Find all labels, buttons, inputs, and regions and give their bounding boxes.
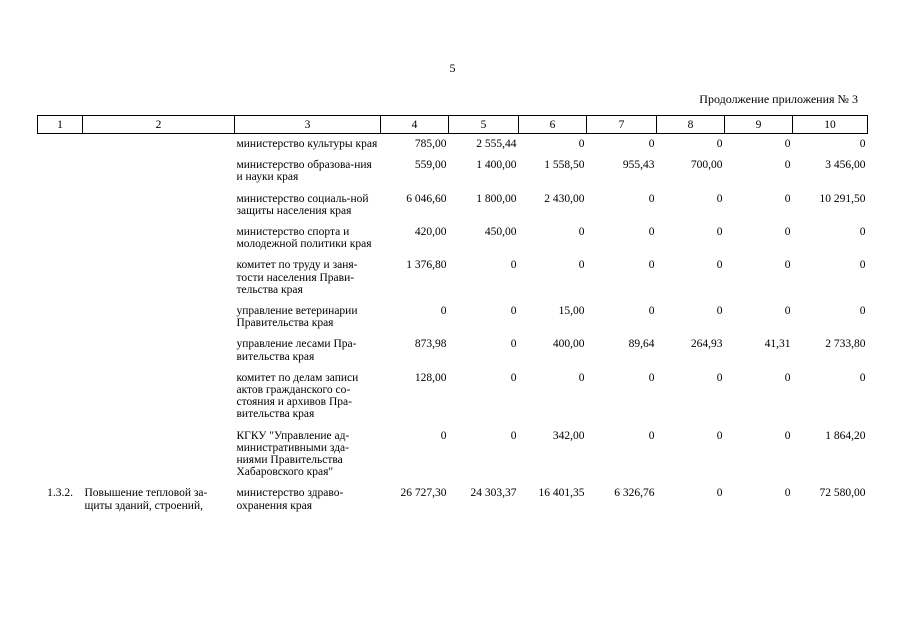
item-name-cell <box>83 226 235 259</box>
executor-cell: управление ветеринарии Правительства края <box>236 305 358 330</box>
column-header: 3 <box>235 116 381 134</box>
item-name-cell <box>83 259 235 305</box>
table-row <box>38 487 868 520</box>
value-cell: 450,00 <box>484 226 517 239</box>
value-cell: 700,00 <box>690 159 723 172</box>
executor-cell: управление лесами Пра-вительства края <box>236 338 357 363</box>
value-cell: 0 <box>648 305 655 318</box>
value-cell: 41,31 <box>764 338 791 351</box>
value-cell: 72 580,00 <box>819 487 866 500</box>
column-header: 5 <box>449 116 519 134</box>
item-name-cell <box>83 430 235 488</box>
table-row <box>38 338 868 371</box>
value-cell: 955,43 <box>622 159 655 172</box>
value-cell: 128,00 <box>414 371 447 384</box>
item-name-cell <box>83 138 235 159</box>
appendix-continuation-label: Продолжение приложения № 3 <box>699 92 858 106</box>
value-cell: 0 <box>859 138 866 150</box>
item-code-cell <box>38 305 83 338</box>
value-cell: 0 <box>784 226 791 239</box>
value-cell: 24 303,37 <box>470 487 517 500</box>
value-cell: 873,98 <box>414 338 447 351</box>
item-code-cell <box>38 193 83 226</box>
column-header: 9 <box>725 116 793 134</box>
value-cell: 0 <box>784 429 791 442</box>
value-cell: 0 <box>510 305 517 318</box>
table-row <box>38 193 868 226</box>
value-cell: 3 456,00 <box>825 159 866 172</box>
value-cell: 559,00 <box>414 159 447 172</box>
value-cell: 0 <box>510 371 517 384</box>
item-code-cell <box>38 226 83 259</box>
item-code-cell: 1.3.2. <box>47 487 73 500</box>
column-header: 7 <box>587 116 657 134</box>
item-name-cell: Повышение тепловой за-щиты зданий, строений, <box>84 487 208 512</box>
value-cell: 0 <box>716 487 723 500</box>
value-cell: 0 <box>859 226 866 239</box>
value-cell: 15,00 <box>558 305 585 318</box>
value-cell: 1 800,00 <box>476 192 517 205</box>
table-row <box>38 138 868 159</box>
value-cell: 10 291,50 <box>819 192 866 205</box>
value-cell: 0 <box>784 371 791 384</box>
value-cell: 0 <box>859 259 866 272</box>
value-cell: 0 <box>716 371 723 384</box>
value-cell: 0 <box>510 259 517 272</box>
value-cell: 0 <box>578 371 585 384</box>
value-cell: 89,64 <box>628 338 655 351</box>
executor-cell: министерство социаль-ной защиты населения края <box>236 192 369 217</box>
value-cell: 0 <box>510 338 517 351</box>
item-name-cell <box>83 159 235 192</box>
item-code-cell <box>38 159 83 192</box>
value-cell: 6 046,60 <box>406 192 447 205</box>
value-cell: 342,00 <box>552 429 585 442</box>
value-cell: 0 <box>578 259 585 272</box>
table-row <box>38 259 868 305</box>
column-header: 1 <box>38 116 83 134</box>
value-cell: 0 <box>578 138 585 150</box>
item-name-cell <box>83 338 235 371</box>
value-cell: 0 <box>859 305 866 318</box>
value-cell: 0 <box>440 305 447 318</box>
value-cell: 0 <box>648 429 655 442</box>
value-cell: 0 <box>784 259 791 272</box>
table-row <box>38 430 868 488</box>
value-cell: 785,00 <box>414 138 447 150</box>
table-row <box>38 159 868 192</box>
executor-cell: КГКУ "Управление ад-министративными зда-ниями Правительства Хабаровского края" <box>236 429 350 479</box>
value-cell: 6 326,76 <box>614 487 655 500</box>
executor-cell: комитет по труду и заня-тости населения Прави-тельства края <box>236 259 358 296</box>
value-cell: 16 401,35 <box>538 487 585 500</box>
value-cell: 0 <box>859 371 866 384</box>
executor-cell: министерство культуры края <box>236 138 378 150</box>
table-row <box>38 226 868 259</box>
value-cell: 1 558,50 <box>544 159 585 172</box>
value-cell: 400,00 <box>552 338 585 351</box>
value-cell: 1 376,80 <box>406 259 447 272</box>
value-cell: 0 <box>784 159 791 172</box>
value-cell: 0 <box>784 192 791 205</box>
item-code-cell <box>38 372 83 430</box>
value-cell: 0 <box>578 226 585 239</box>
table-row <box>38 305 868 338</box>
value-cell: 0 <box>648 371 655 384</box>
value-cell: 1 400,00 <box>476 159 517 172</box>
value-cell: 0 <box>648 259 655 272</box>
value-cell: 420,00 <box>414 226 447 239</box>
value-cell: 26 727,30 <box>400 487 447 500</box>
page-number: 5 <box>449 61 456 75</box>
column-number-row <box>38 116 868 134</box>
column-header: 10 <box>793 116 868 134</box>
value-cell: 2 733,80 <box>825 338 866 351</box>
value-cell: 0 <box>648 192 655 205</box>
value-cell: 0 <box>784 305 791 318</box>
executor-cell: министерство образова-ния и науки края <box>236 159 372 184</box>
executor-cell: министерство здраво-охранения края <box>236 487 344 512</box>
executor-cell: комитет по делам записи актов гражданского со-стояния и архивов Пра-вительства края <box>236 371 359 421</box>
value-cell: 0 <box>784 487 791 500</box>
item-name-cell <box>83 193 235 226</box>
value-cell: 0 <box>716 259 723 272</box>
value-cell: 1 864,20 <box>825 429 866 442</box>
item-code-cell <box>38 338 83 371</box>
value-cell: 0 <box>716 305 723 318</box>
executor-cell: министерство спорта и молодежной политики края <box>236 226 372 251</box>
value-cell: 0 <box>784 138 791 150</box>
item-name-cell <box>83 305 235 338</box>
item-code-cell <box>38 259 83 305</box>
value-cell: 2 555,44 <box>476 138 517 150</box>
appendix-table <box>37 115 868 521</box>
table-row <box>38 372 868 430</box>
value-cell: 0 <box>716 192 723 205</box>
value-cell: 264,93 <box>690 338 723 351</box>
value-cell: 0 <box>716 138 723 150</box>
value-cell: 0 <box>648 226 655 239</box>
column-header: 8 <box>657 116 725 134</box>
item-code-cell <box>38 430 83 488</box>
column-header: 4 <box>381 116 449 134</box>
value-cell: 0 <box>440 429 447 442</box>
column-header: 2 <box>83 116 235 134</box>
item-code-cell <box>38 138 83 159</box>
item-name-cell <box>83 372 235 430</box>
value-cell: 2 430,00 <box>544 192 585 205</box>
table-body <box>38 134 868 521</box>
value-cell: 0 <box>716 226 723 239</box>
value-cell: 0 <box>716 429 723 442</box>
column-header: 6 <box>519 116 587 134</box>
value-cell: 0 <box>510 429 517 442</box>
value-cell: 0 <box>648 138 655 150</box>
